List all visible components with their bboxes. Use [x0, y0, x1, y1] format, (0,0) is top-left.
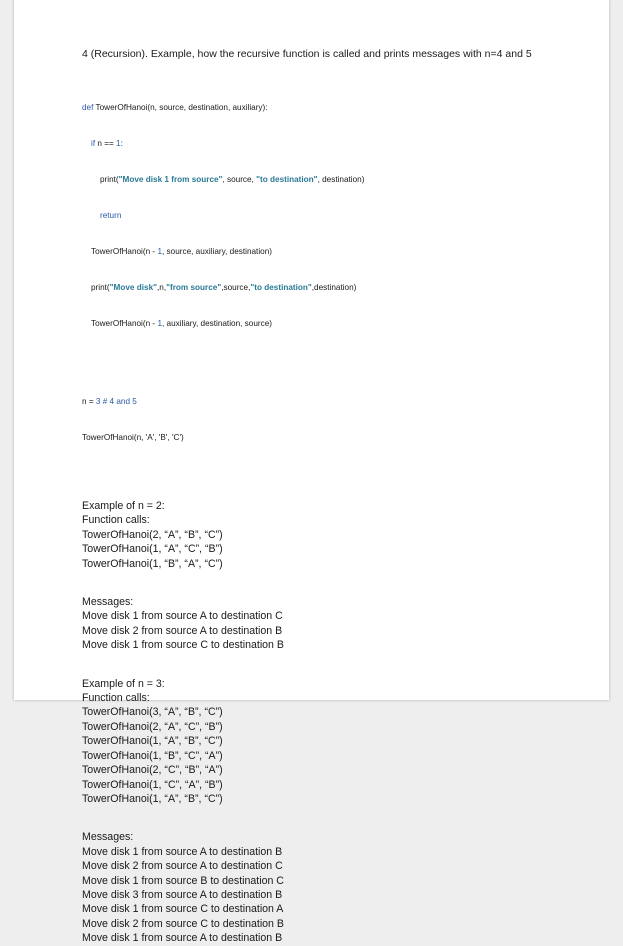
code-line-print1: print("Move disk 1 from source", source, "to destination", destination) [100, 175, 365, 184]
message-line: Move disk 2 from source A to destination C [82, 860, 283, 873]
example-n3 [82, 677, 602, 946]
code-line-final-call: TowerOfHanoi(n, 'A', 'B', 'C') [82, 433, 184, 442]
function-call: TowerOfHanoi(2, “A”, “B”, “C”) [82, 528, 223, 541]
message-line: Move disk 3 from source A to destination B [82, 888, 283, 901]
code-line-def: def TowerOfHanoi(n, source, destination, auxiliary): [82, 103, 268, 112]
example-n2-calls-label: Function calls: [82, 514, 150, 527]
document-content [82, 48, 602, 946]
function-call: TowerOfHanoi(2, “A”, “C”, “B”) [82, 720, 223, 733]
code-line-n: n = 3 # 4 and 5 [82, 397, 137, 406]
message-line: Move disk 1 from source A to destination B [82, 845, 283, 858]
function-call: TowerOfHanoi(1, “B”, “A”, “C”) [82, 557, 223, 570]
function-call: TowerOfHanoi(2, “C”, “B”, “A”) [82, 764, 223, 777]
code-line-call1: TowerOfHanoi(n - 1, source, auxiliary, destination) [91, 247, 272, 256]
example-n3-heading: Example of n = 3: [82, 677, 165, 690]
document-page [14, 0, 609, 945]
message-line: Move disk 1 from source C to destination A [82, 903, 284, 916]
function-call: TowerOfHanoi(3, “A”, “B”, “C”) [82, 706, 223, 719]
function-call: TowerOfHanoi(1, “A”, “B”, “C”) [82, 735, 223, 748]
example-n3-calls-label: Function calls: [82, 692, 150, 705]
example-n2 [82, 499, 602, 653]
message-line: Move disk 1 from source A to destination B [82, 932, 283, 945]
message-line: Move disk 1 from source B to destination C [82, 874, 284, 887]
function-call: TowerOfHanoi(1, “B”, “C”, “A”) [82, 749, 223, 762]
message-line: Move disk 2 from source A to destination B [82, 624, 283, 637]
code-line-return: return [100, 211, 122, 220]
code-line-if: if n == 1: [91, 139, 123, 148]
example-n3-messages-label: Messages: [82, 831, 134, 844]
code-line-print2: print("Move disk",n,"from source",source,"to destination",destination) [91, 283, 357, 292]
function-call: TowerOfHanoi(1, “C”, “A”, “B”) [82, 778, 223, 791]
example-n2-heading: Example of n = 2: [82, 500, 165, 512]
code-block [82, 78, 602, 468]
function-call: TowerOfHanoi(1, “A”, “C”, “B”) [82, 543, 223, 556]
message-line: Move disk 1 from source C to destination B [82, 639, 284, 652]
code-line-call2: TowerOfHanoi(n - 1, auxiliary, destination, source) [91, 319, 272, 328]
function-call: TowerOfHanoi(1, “A”, “B”, “C”) [82, 792, 223, 805]
problem-title: 4 (Recursion). Example, how the recursive function is called and prints messages with n=4 and 5 [82, 48, 532, 60]
message-line: Move disk 1 from source A to destination C [82, 610, 283, 623]
example-n2-messages-label: Messages: [82, 596, 134, 609]
message-line: Move disk 2 from source C to destination B [82, 917, 284, 930]
